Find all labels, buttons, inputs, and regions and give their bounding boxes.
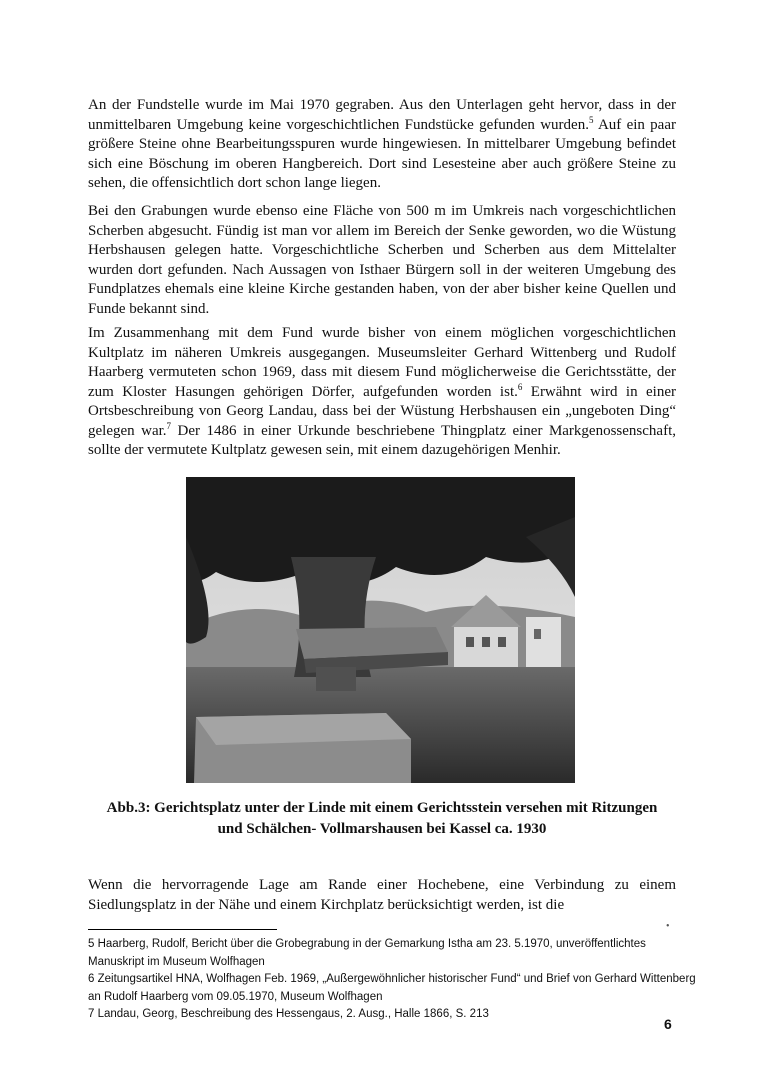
paragraph-text: Im Zusammenhang mit dem Fund wurde bisher von einem möglichen vorgeschichtlichen Kultplatz im näheren Umkreis ausgegangen. Museumsleiter Gerhard Wittenberg und Rudolf Haarberg vermuteten schon 1969, dass mit diesem Fund möglicherweise die Gerichtsstätte, der zum Kloster Hasungen gehörigen Dörfer, aufgefunden worden ist. — [88, 325, 676, 400]
paragraph-text: An der Fundstelle wurde im Mai 1970 gegraben. Aus den Unterlagen geht hervor, dass in der unmittelbaren Umgebung keine vorgeschichtlichen Fundstücke gefunden wurden. — [88, 97, 676, 133]
paragraph-excavation — [88, 96, 676, 194]
page-number: 6 — [664, 1016, 672, 1032]
historical-photo — [186, 477, 575, 783]
paragraph-text: Erwähnt wird in einer Ortsbeschreibung von Georg Landau, dass bei der Wüstung Herbshausen ein „ungeboten Ding“ gelegen war. — [88, 383, 676, 439]
footnotes — [88, 936, 698, 1024]
paragraph-conclusion: Wenn die hervorragende Lage am Rande einer Hochebene, eine Verbindung zu einem Siedlungsplatz in der Nähe und einem Kirchplatz berücksichtigt werden, ist die — [88, 877, 676, 913]
paragraph-text: Der 1486 in einer Urkunde beschriebene Thingplatz einer Markgenossenschaft, sollte der vermutete Kultplatz gewesen sein, mit einem dazugehörigen Menhir. — [88, 422, 676, 458]
footnote-7: 7 Landau, Georg, Beschreibung des Hessengaus, 2. Ausg., Halle 1866, S. 213 — [88, 1008, 489, 1020]
footnote-6: 6 Zeitungsartikel HNA, Wolfhagen Feb. 1969, „Außergewöhnlicher historischer Fund“ und Brief von Gerhard Wittenberg an Rudolf Haarberg vom 09.05.1970, Museum Wolfhagen — [88, 973, 696, 1003]
caption-line: und Schälchen- Vollmarshausen bei Kassel ca. 1930 — [217, 821, 547, 837]
footnote-5: 5 Haarberg, Rudolf, Bericht über die Grobegrabung in der Gemarkung Istha am 23. 5.1970, unveröffentlichtes Manuskript im Museum Wolfhagen — [88, 938, 646, 968]
paragraph-cult-site — [88, 324, 676, 461]
footnote-separator — [88, 929, 277, 930]
footnote-ref-7[interactable]: 7 — [166, 420, 172, 431]
caption-line: Abb.3: Gerichtsplatz unter der Linde mit einem Gerichtsstein versehen mit Ritzungen — [106, 800, 658, 816]
footnote-ref-6[interactable]: 6 — [517, 381, 523, 392]
paragraph-text: Auf ein paar größere Steine ohne Bearbeitungsspuren wurde hingewiesen. In mittelbarer Umgebung befindet sich eine Böschung im oberen Hangbereich. Dort sind Lesesteine aber auch größere Steine zu sehen, die offensichtlich dort schon lange liegen. — [88, 116, 676, 191]
footnote-ref-5[interactable]: 5 — [588, 114, 594, 125]
stray-mark: • — [666, 921, 670, 932]
paragraph-survey: Bei den Grabungen wurde ebenso eine Fläche von 500 m im Umkreis nach vorgeschichtlichen Scherben abgesucht. Fündig ist man vor allem im Bereich der Senke geworden, wo die Wüstung Herbshausen gelegen hatte. Vorgeschichtliche Scherben und Scherben aus dem Mittelalter wurden dort gefunden. Nach Aussagen von Isthaer Bürgern soll in der weiteren Umgebung des Fundplatzes ehemals eine kleine Kirche gestanden haben, von der aber bisher keine Quellen und Funde bekannt sind. — [88, 203, 676, 317]
figure-caption — [88, 798, 676, 840]
